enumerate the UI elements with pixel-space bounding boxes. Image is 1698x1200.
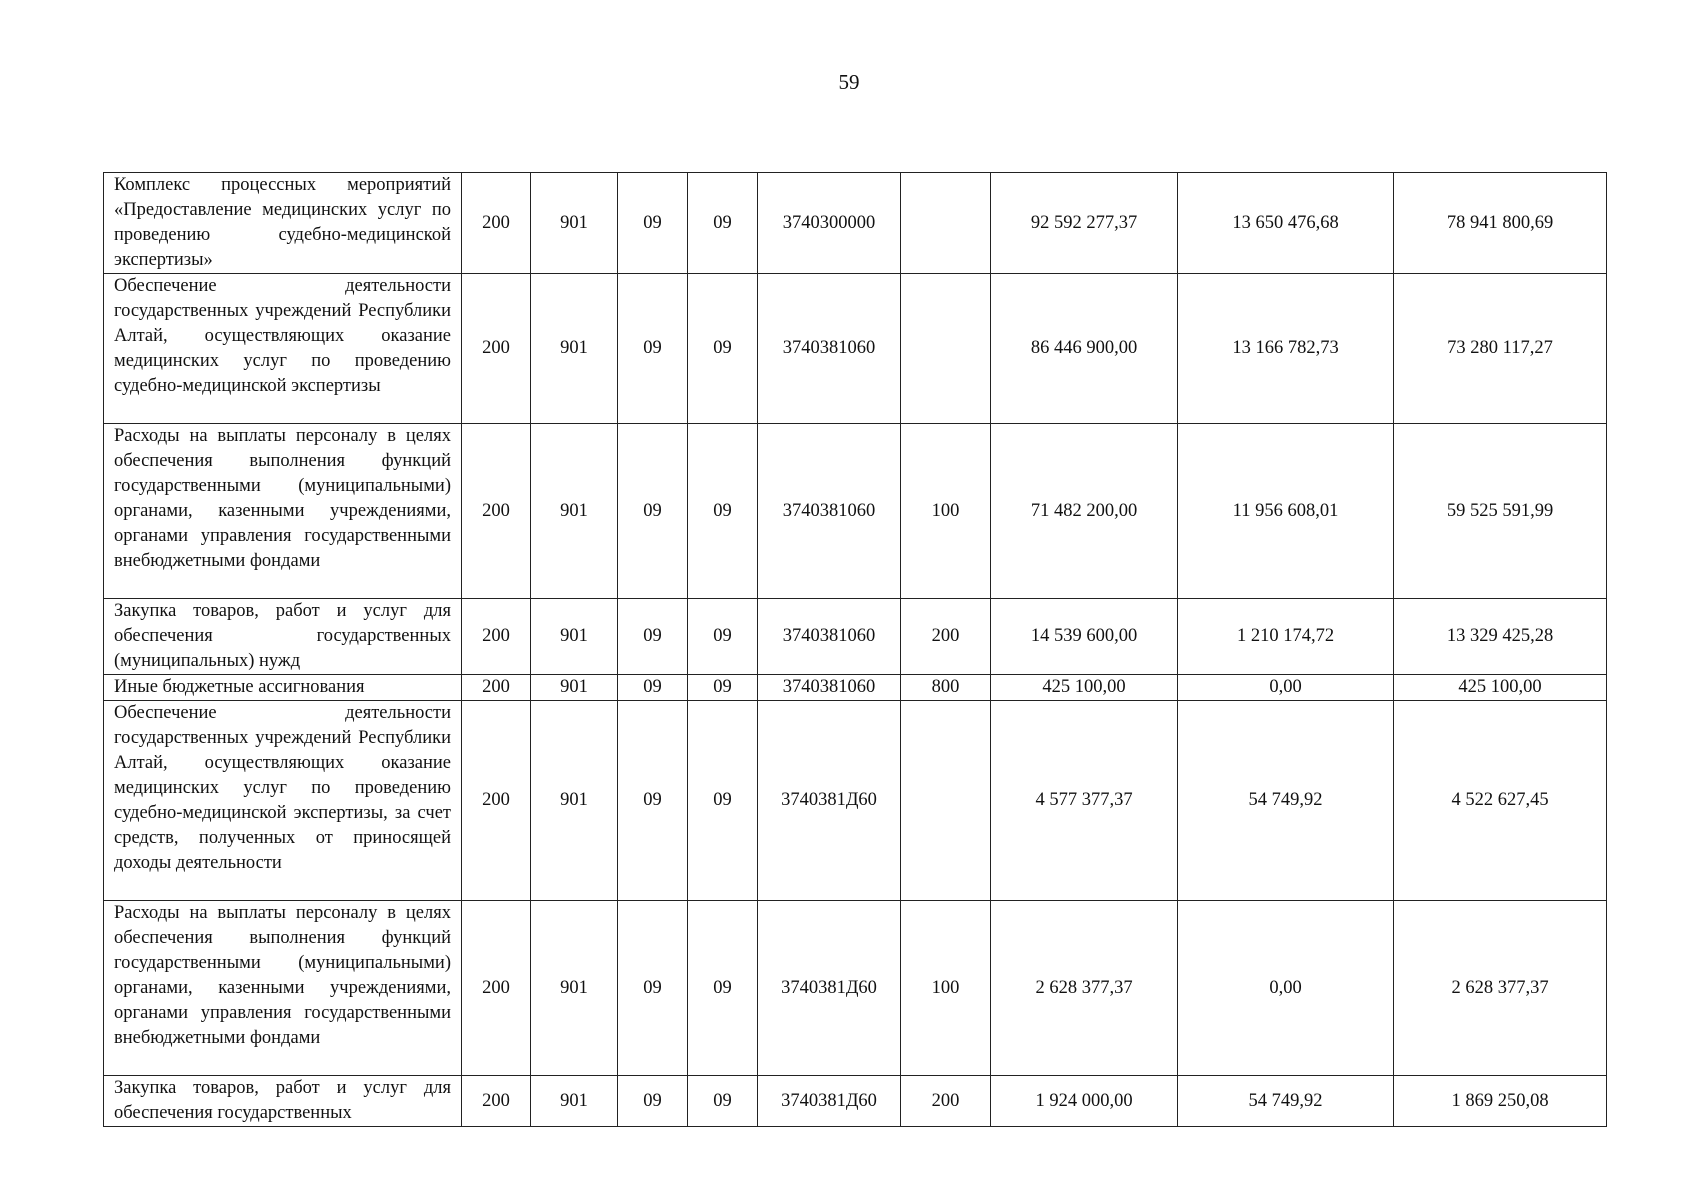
cell-grbs: 901 xyxy=(531,274,618,424)
cell-plan: 1 924 000,00 xyxy=(991,1076,1178,1127)
cell-grbs: 901 xyxy=(531,675,618,701)
cell-plan: 71 482 200,00 xyxy=(991,424,1178,599)
cell-target-article: 3740300000 xyxy=(758,173,901,274)
table-row xyxy=(104,901,1607,1076)
cell-section: 09 xyxy=(618,274,688,424)
row-name: Обеспечение деятельности государственных учреждений Республики Алтай, осуществляющих оказание медицинских услуг по проведению судебно-медицинской экспертизы xyxy=(104,274,462,424)
cell-remainder: 59 525 591,99 xyxy=(1394,424,1607,599)
cell-remainder: 425 100,00 xyxy=(1394,675,1607,701)
cell-target-article: 3740381Д60 xyxy=(758,1076,901,1127)
cell-admin: 200 xyxy=(462,901,531,1076)
cell-expense-type xyxy=(901,701,991,901)
cell-remainder: 78 941 800,69 xyxy=(1394,173,1607,274)
cell-executed: 13 650 476,68 xyxy=(1178,173,1394,274)
table-row xyxy=(104,701,1607,901)
cell-admin: 200 xyxy=(462,173,531,274)
cell-remainder: 4 522 627,45 xyxy=(1394,701,1607,901)
row-name: Комплекс процессных мероприятий «Предоставление медицинских услуг по проведению судебно-медицинской экспертизы» xyxy=(104,173,462,274)
cell-subsection: 09 xyxy=(688,173,758,274)
cell-executed: 0,00 xyxy=(1178,675,1394,701)
cell-section: 09 xyxy=(618,701,688,901)
cell-subsection: 09 xyxy=(688,901,758,1076)
page-number: 59 xyxy=(838,70,860,94)
cell-section: 09 xyxy=(618,1076,688,1127)
row-name: Закупка товаров, работ и услуг для обеспечения государственных xyxy=(104,1076,462,1127)
cell-subsection: 09 xyxy=(688,1076,758,1127)
cell-target-article: 3740381060 xyxy=(758,424,901,599)
cell-admin: 200 xyxy=(462,599,531,675)
cell-expense-type: 100 xyxy=(901,901,991,1076)
cell-grbs: 901 xyxy=(531,901,618,1076)
cell-plan: 92 592 277,37 xyxy=(991,173,1178,274)
cell-grbs: 901 xyxy=(531,173,618,274)
row-name: Иные бюджетные ассигнования xyxy=(104,675,462,701)
cell-section: 09 xyxy=(618,901,688,1076)
row-name: Расходы на выплаты персоналу в целях обеспечения выполнения функций государственными (муниципальными) органами, казенными учреждениями, органами управления государственными внебюджетными фондами xyxy=(104,424,462,599)
cell-subsection: 09 xyxy=(688,599,758,675)
cell-section: 09 xyxy=(618,599,688,675)
cell-subsection: 09 xyxy=(688,701,758,901)
cell-plan: 4 577 377,37 xyxy=(991,701,1178,901)
cell-admin: 200 xyxy=(462,274,531,424)
cell-admin: 200 xyxy=(462,701,531,901)
cell-expense-type: 200 xyxy=(901,599,991,675)
budget-table xyxy=(103,172,1607,1127)
cell-executed: 54 749,92 xyxy=(1178,701,1394,901)
cell-remainder: 13 329 425,28 xyxy=(1394,599,1607,675)
cell-target-article: 3740381Д60 xyxy=(758,701,901,901)
cell-expense-type xyxy=(901,274,991,424)
cell-executed: 1 210 174,72 xyxy=(1178,599,1394,675)
cell-executed: 0,00 xyxy=(1178,901,1394,1076)
table-row xyxy=(104,675,1607,701)
cell-section: 09 xyxy=(618,424,688,599)
cell-admin: 200 xyxy=(462,424,531,599)
cell-executed: 54 749,92 xyxy=(1178,1076,1394,1127)
cell-expense-type: 100 xyxy=(901,424,991,599)
table-row xyxy=(104,173,1607,274)
cell-subsection: 09 xyxy=(688,675,758,701)
cell-target-article: 3740381060 xyxy=(758,274,901,424)
cell-section: 09 xyxy=(618,675,688,701)
cell-admin: 200 xyxy=(462,1076,531,1127)
row-name: Обеспечение деятельности государственных учреждений Республики Алтай, осуществляющих оказание медицинских услуг по проведению судебно-медицинской экспертизы, за счет средств, полученных от приносящей доходы деятельности xyxy=(104,701,462,901)
cell-expense-type: 200 xyxy=(901,1076,991,1127)
cell-remainder: 2 628 377,37 xyxy=(1394,901,1607,1076)
cell-plan: 425 100,00 xyxy=(991,675,1178,701)
cell-grbs: 901 xyxy=(531,1076,618,1127)
cell-executed: 13 166 782,73 xyxy=(1178,274,1394,424)
table-row xyxy=(104,424,1607,599)
row-name: Расходы на выплаты персоналу в целях обеспечения выполнения функций государственными (муниципальными) органами, казенными учреждениями, органами управления государственными внебюджетными фондами xyxy=(104,901,462,1076)
cell-subsection: 09 xyxy=(688,274,758,424)
cell-grbs: 901 xyxy=(531,599,618,675)
cell-target-article: 3740381060 xyxy=(758,675,901,701)
cell-grbs: 901 xyxy=(531,424,618,599)
cell-grbs: 901 xyxy=(531,701,618,901)
cell-plan: 86 446 900,00 xyxy=(991,274,1178,424)
cell-section: 09 xyxy=(618,173,688,274)
cell-subsection: 09 xyxy=(688,424,758,599)
table-row xyxy=(104,599,1607,675)
cell-plan: 2 628 377,37 xyxy=(991,901,1178,1076)
cell-admin: 200 xyxy=(462,675,531,701)
cell-plan: 14 539 600,00 xyxy=(991,599,1178,675)
cell-remainder: 73 280 117,27 xyxy=(1394,274,1607,424)
cell-expense-type xyxy=(901,173,991,274)
table-row xyxy=(104,1076,1607,1127)
cell-remainder: 1 869 250,08 xyxy=(1394,1076,1607,1127)
cell-target-article: 3740381Д60 xyxy=(758,901,901,1076)
cell-target-article: 3740381060 xyxy=(758,599,901,675)
cell-executed: 11 956 608,01 xyxy=(1178,424,1394,599)
cell-expense-type: 800 xyxy=(901,675,991,701)
row-name: Закупка товаров, работ и услуг для обеспечения государственных (муниципальных) нужд xyxy=(104,599,462,675)
table-row xyxy=(104,274,1607,424)
